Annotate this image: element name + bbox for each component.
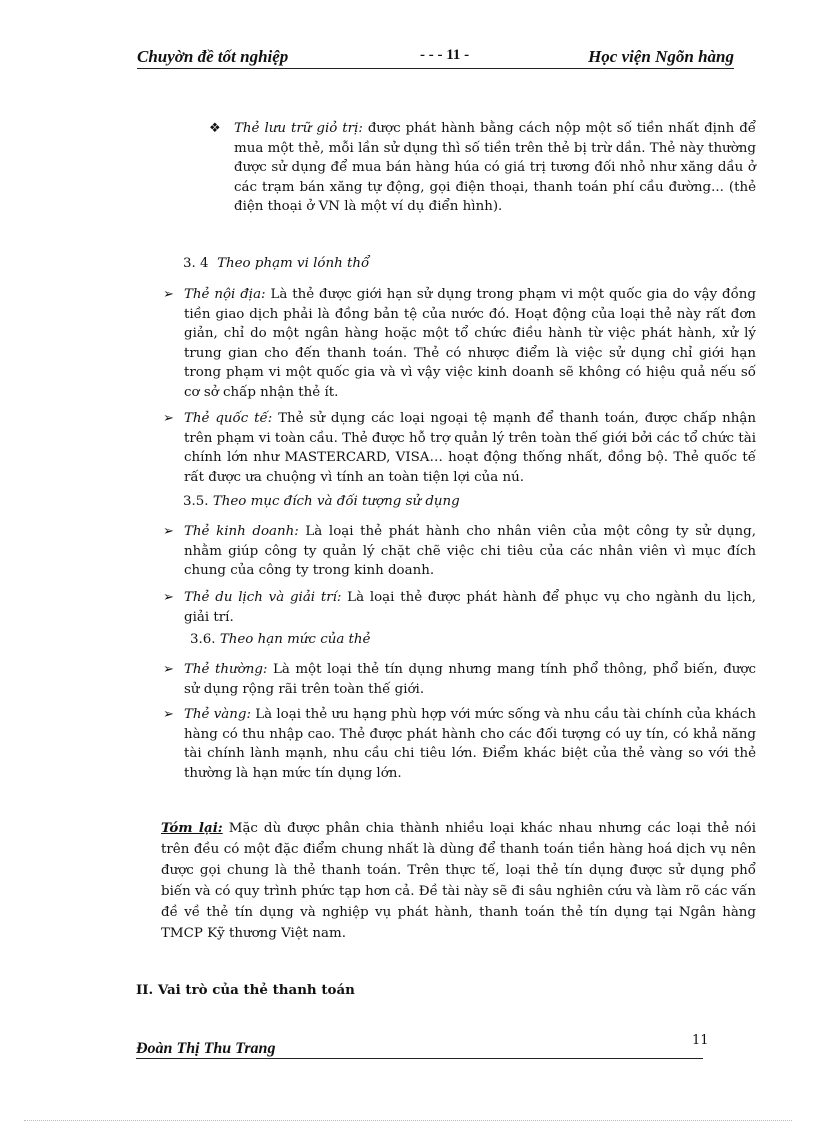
term-international-card: Thẻ quốc tế: [184, 411, 273, 426]
page-bottom-border [24, 1120, 792, 1121]
arrow-bullet-icon: ➢ [163, 411, 174, 426]
text-standard-card: Là một loại thẻ tín dụng nhưng mang tính phổ thông, phổ biến, được sử dụng rộng rãi trên toàn thế giới. [184, 662, 756, 697]
arrow-bullet-icon: ➢ [163, 524, 174, 539]
header-page-number: - - - 11 - [420, 47, 470, 63]
text-domestic-card: Là thẻ được giới hạn sử dụng trong phạm vi một quốc gia do vậy đồng tiền giao dịch phải là đồng bản tệ của nước đó. Hoạt động của loại thẻ này rất đơn giản, chỉ do một ngân hàng hoặc một tổ chức điều hành từ việc phát hành, xử lý trung gian cho đến thanh toán. Thẻ có nhược điểm là việc sử dụng chỉ giới hạn trong phạm vi một quốc gia và vì vậy việc kinh doanh sẽ không có hiệu quả nếu số cơ sở chấp nhận thẻ ít. [184, 287, 756, 400]
paragraph-domestic-card [184, 285, 756, 403]
subheading-title: Theo hạn mức của thẻ [219, 632, 371, 647]
text-international-card: Thẻ sử dụng các loại ngoại tệ mạnh để thanh toán, được chấp nhận trên phạm vi toàn cầu. Thẻ được hỗ trợ quản lý trên toàn thế giới bởi các tổ chức tài chính lớn như MASTERCARD, VISA… hoạt động thống nhất, đồng bộ. Thẻ quốc tế rất được ưa chuộng vì tính an toàn tiện lợi của nú. [184, 411, 757, 485]
paragraph-international-card [184, 409, 756, 487]
term-business-card: Thẻ kinh doanh: [184, 524, 299, 539]
diamond-bullet-icon: ❖ [209, 121, 221, 136]
term-stored-value-card: Thẻ lưu trữ giỏ trị: [234, 121, 363, 136]
section-heading-ii: II. Vai trò của thẻ thanh toán [136, 982, 355, 998]
text-stored-value-card: được phát hành bằng cách nộp một số tiền nhất định để mua một thẻ, mỗi lần sử dụng thì số tiền trên thẻ bị trừ dần. Thẻ này thường được sử dụng để mua bán hàng húa có giá trị tương đối nhỏ như xăng dầu ở các trạm bán xăng tự động, gọi điện thoại, thanh toán phí cầu đường... (thẻ điện thoại ở VN là một ví dụ điển hình). [234, 121, 756, 215]
arrow-bullet-icon: ➢ [163, 590, 174, 605]
subheading-3-5 [183, 494, 460, 509]
page-header [137, 46, 734, 69]
term-standard-card: Thẻ thường: [184, 662, 268, 677]
paragraph-standard-card [184, 660, 756, 699]
subheading-3-6 [190, 632, 371, 647]
paragraph-travel-card [184, 588, 756, 627]
arrow-bullet-icon: ➢ [163, 287, 174, 302]
subheading-3-4 [183, 256, 369, 271]
subheading-title: Theo phạm vi lónh thổ [217, 256, 370, 271]
subheading-number: 3.5. [183, 494, 209, 509]
term-travel-card: Thẻ du lịch và giải trí: [184, 590, 342, 605]
paragraph-business-card [184, 522, 756, 581]
text-business-card: Là loại thẻ phát hành cho nhân viên của một công ty sử dụng, nhằm giúp công ty quản lý chặt chẽ việc chi tiêu của các nhân viên vì mục đích chung của công ty trong kinh doanh. [184, 524, 757, 579]
text-gold-card: Là loại thẻ ưu hạng phù hợp với mức sống và nhu cầu tài chính của khách hàng có thu nhập cao. Thẻ được phát hành cho các đối tượng có uy tín, có khả năng tài chính lành mạnh, nhu cầu chi tiêu lớn. Điểm khác biệt của thẻ vàng so với thẻ thường là hạn mức tín dụng lớn. [184, 707, 756, 781]
paragraph-stored-value-card [234, 119, 756, 217]
subheading-number: 3. 4 [183, 256, 209, 271]
subheading-title: Theo mục đích và đối tượng sử dụng [212, 494, 460, 509]
paragraph-summary [161, 818, 756, 944]
arrow-bullet-icon: ➢ [163, 662, 174, 677]
text-summary: Mặc dù được phân chia thành nhiều loại khác nhau nhưng các loại thẻ nói trên đều có một đặc điểm chung nhất là dùng để thanh toán tiền hàng hoá dịch vụ nên được gọi chung là thẻ thanh toán. Trên thực tế, loại thẻ tín dụng được sử dụng phổ biến và có quy trình phức tạp hơn cả. Đề tài này sẽ đi sâu nghiên cứu và làm rõ các vấn đề về thẻ tín dụng và nghiệp vụ phát hành, thanh toán thẻ tín dụng tại Ngân hàng TMCP Kỹ thương Việt nam. [161, 821, 756, 941]
page-number: 11 [692, 1033, 709, 1048]
page-footer [136, 1040, 703, 1059]
header-right: Học viện Ngõn hàng [588, 47, 734, 66]
subheading-number: 3.6. [190, 632, 216, 647]
header-left: Chuyờn đề tốt nghiệp [137, 47, 289, 66]
arrow-bullet-icon: ➢ [163, 707, 174, 722]
term-domestic-card: Thẻ nội địa: [184, 287, 266, 302]
footer-author: Đoàn Thị Thu Trang [136, 1040, 276, 1057]
paragraph-gold-card [184, 705, 756, 783]
term-gold-card: Thẻ vàng: [184, 707, 251, 722]
term-summary: Tóm lại: [161, 820, 223, 836]
text-travel-card: Là loại thẻ được phát hành để phục vụ cho ngành du lịch, giải trí. [184, 590, 756, 625]
